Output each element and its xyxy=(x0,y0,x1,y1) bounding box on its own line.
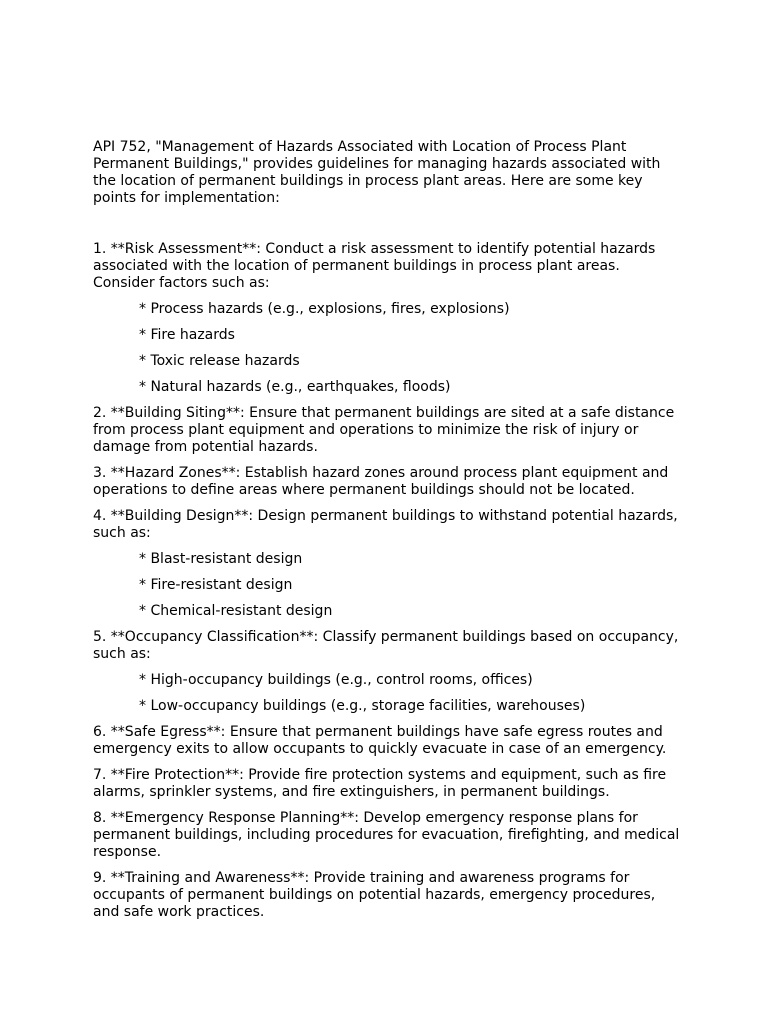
document-page xyxy=(93,139,683,930)
sub-list-item: * Toxic release hazards xyxy=(139,353,300,369)
sub-list-item: * Fire hazards xyxy=(139,327,235,343)
list-item-risk-assessment: 1. **Risk Assessment**: Conduct a risk assessment to identify potential hazards associated with the location of permanent buildings in process plant areas. Consider factors such as: xyxy=(93,241,656,291)
intro-paragraph: API 752, "Management of Hazards Associated with Location of Process Plant Permanent Buildings," provides guidelines for managing hazards associated with the location of permanent buildings in process plant areas. Here are some key points for implementation: xyxy=(93,139,661,206)
sub-list-item: * Fire-resistant design xyxy=(139,577,293,593)
list-item-emergency-response-planning: 8. **Emergency Response Planning**: Develop emergency response plans for permanent buildings, including procedures for evacuation, firefighting, and medical response. xyxy=(93,810,680,860)
sub-list-item: * Chemical-resistant design xyxy=(139,603,333,619)
list-item-occupancy-classification: 5. **Occupancy Classification**: Classify permanent buildings based on occupancy, such as: xyxy=(93,629,679,662)
sub-list-item: * High-occupancy buildings (e.g., control rooms, offices) xyxy=(139,672,533,688)
sub-list-item: * Process hazards (e.g., explosions, fires, explosions) xyxy=(139,301,510,317)
sub-list-item: * Low-occupancy buildings (e.g., storage facilities, warehouses) xyxy=(139,698,586,714)
list-item-safe-egress: 6. **Safe Egress**: Ensure that permanent buildings have safe egress routes and emergency exits to allow occupants to quickly evacuate in case of an emergency. xyxy=(93,724,667,757)
list-item-training-and-awareness: 9. **Training and Awareness**: Provide training and awareness programs for occupants of permanent buildings on potential hazards, emergency procedures, and safe work practices. xyxy=(93,870,656,920)
sub-list-item: * Natural hazards (e.g., earthquakes, floods) xyxy=(139,379,451,395)
list-item-hazard-zones: 3. **Hazard Zones**: Establish hazard zones around process plant equipment and operations to define areas where permanent buildings should not be located. xyxy=(93,465,669,498)
list-item-building-design: 4. **Building Design**: Design permanent buildings to withstand potential hazards, such as: xyxy=(93,508,678,541)
list-item-fire-protection: 7. **Fire Protection**: Provide fire protection systems and equipment, such as fire alarms, sprinkler systems, and fire extinguishers, in permanent buildings. xyxy=(93,767,667,800)
list-item-building-siting: 2. **Building Siting**: Ensure that permanent buildings are sited at a safe distance from process plant equipment and operations to minimize the risk of injury or damage from potential hazards. xyxy=(93,405,675,455)
sub-list-item: * Blast-resistant design xyxy=(139,551,303,567)
